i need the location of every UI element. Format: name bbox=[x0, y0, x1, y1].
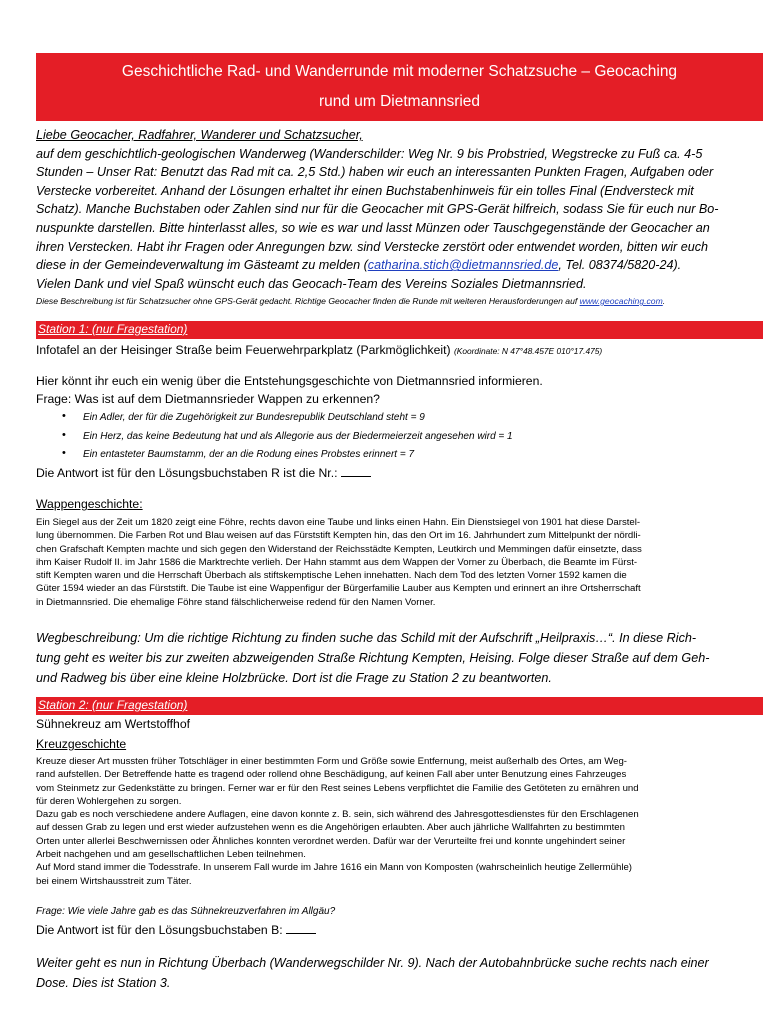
answer-blank[interactable] bbox=[286, 923, 316, 934]
history-line: stift Kempten waren und die Herrschaft Überbach als stiftskemptische Lehen innehatten. Nach dem Tod des letzten Vorner 1592 kamen die bbox=[36, 570, 627, 582]
directions-line: Weiter geht es nun in Richtung Überbach (Wanderwegschilder Nr. 9). Nach der Autobahnbrücke suche rechts nach einer bbox=[36, 956, 709, 970]
station-2-question: Frage: Wie viele Jahre gab es das Sühnekreuzverfahren im Allgäu? bbox=[36, 906, 336, 917]
kreuz-history-text bbox=[36, 755, 763, 888]
history-line: Dazu gab es noch verschiedene andere Auflagen, eine davon konnte z. B. sein, sich während des Jahresgottesdienstes für den Erschlagenen bbox=[36, 809, 639, 821]
station-1-header bbox=[36, 321, 763, 339]
history-line: Orten unter allerlei Beschwernissen oder Ähnliches konnten verordnet werden. Dafür war der Verurteilte frei und konnte ungehindert seiner bbox=[36, 835, 626, 847]
history-line: für deren Wohlergehen zu sorgen. bbox=[36, 795, 182, 807]
closing-line: Vielen Dank und viel Spaß wünscht euch das Geocach-Team des Vereins Soziales Dietmannsried. bbox=[36, 276, 587, 291]
kreuz-history-title: Kreuzgeschichte bbox=[36, 737, 127, 751]
directions-line: tung geht es weiter bis zur zweiten abzweigenden Straße Richtung Kempten, Heising. Folge dieser Straße auf dem Geh- bbox=[36, 651, 710, 665]
station-1-answer-text: Die Antwort ist für den Lösungsbuchstaben R ist die Nr.: bbox=[36, 466, 341, 480]
history-line: Kreuze dieser Art mussten früher Totschläger in einer bestimmten Form und Größe sowie Entfernung, meist außerhalb des Ortes, am Weg- bbox=[36, 756, 627, 767]
intro-line: auf dem geschichtlich-geologischen Wanderweg (Wanderschilder: Weg Nr. 9 bis Probstried, Wegstrecke zu Fuß ca. 4-5 bbox=[36, 146, 703, 161]
station-1-coordinates: (Koordinate: N 47°48.457E 010°17.475) bbox=[453, 346, 603, 356]
intro-line: Stunden – Unser Rat: Benutzt das Rad mit ca. 2,5 Std.) haben wir euch an interessanten Punkten Fragen, Aufgaben oder bbox=[36, 165, 714, 180]
station-2-header bbox=[36, 697, 763, 715]
station-2-answer-text: Die Antwort ist für den Lösungsbuchstaben B: bbox=[36, 923, 286, 937]
directions-line: und Radweg bis über eine kleine Holzbrücke. Dort ist die Frage zu Station 2 zu beantworten. bbox=[36, 671, 552, 685]
gps-note-end: . bbox=[662, 296, 666, 306]
station-1-location bbox=[36, 343, 602, 357]
intro-line: Verstecke vorbereitet. Anhand der Lösungen erhaltet ihr einen Buchstabenhinweis für ein tolles Final (Endversteck mit bbox=[36, 183, 694, 198]
history-line: lung übernommen. Die Farben Rot und Blau weisen auf das Fürststift Kempten hin, das den Ort im 16. Jahrhundert zum Mittelpunkt der nördli- bbox=[36, 530, 641, 542]
station-1-answer bbox=[36, 466, 371, 480]
contact-phone: , Tel. 08374/5820-24). bbox=[558, 258, 682, 273]
intro-contact-line bbox=[36, 256, 681, 275]
gps-note bbox=[36, 296, 665, 306]
answer-option: Ein Adler, der für die Zugehörigkeit zur Bundesrepublik Deutschland steht = 9 bbox=[83, 412, 425, 423]
station-1-location-text: Infotafel an der Heisinger Straße beim Feuerwehrparkplatz (Parkmöglichkeit) bbox=[36, 343, 454, 357]
bullet-icon: • bbox=[62, 410, 66, 422]
title-banner bbox=[36, 53, 763, 121]
history-line: Arbeit nachgehen und am gesellschaftlichen Leben teilnehmen. bbox=[36, 849, 306, 861]
history-line: in Dietmannsried. Die ehemalige Föhre stand fälschlicherweise redend für den Namen Vorner. bbox=[36, 596, 436, 608]
title-line-1: Geschichtliche Rad- und Wanderrunde mit moderner Schatzsuche – Geocaching bbox=[121, 63, 678, 80]
history-line: vom Steinmetz zur Gedenkstätte zu bringen. Ferner war er für den Rest seines Lebens verpflichtet die Familie des Getöteten zu ernähren und bbox=[36, 782, 639, 794]
history-line: Ein Siegel aus der Zeit um 1820 zeigt eine Föhre, rechts davon eine Taube und links einen Hahn. Ein Dienstsiegel von 1901 hat diese Darstel- bbox=[36, 517, 641, 528]
directions-line: Dose. Dies ist Station 3. bbox=[36, 976, 171, 990]
station-1-info: Hier könnt ihr euch ein wenig über die Entstehungsgeschichte von Dietmannsried informieren. bbox=[36, 374, 543, 388]
title-line-2: rund um Dietmannsried bbox=[318, 93, 481, 110]
answer-option: Ein Herz, das keine Bedeutung hat und als Allegorie aus der Biedermeierzeit angesehen wird = 1 bbox=[83, 431, 513, 442]
answer-blank[interactable] bbox=[341, 466, 371, 477]
email-link[interactable]: catharina.stich@dietmannsried.de bbox=[367, 258, 559, 273]
bullet-icon: • bbox=[62, 447, 66, 459]
intro-line: ihren Verstecken. Habt ihr Fragen oder Anregungen bzw. sind Verstecke zerstört oder entwendet worden, bitten wir euch bbox=[36, 239, 709, 254]
station-2-title: Station 2: (nur Fragestation) bbox=[38, 698, 188, 712]
station-2-answer bbox=[36, 923, 316, 937]
gps-note-text: Diese Beschreibung ist für Schatzsucher ohne GPS-Gerät gedacht. Richtige Geocacher finden die Runde mit weiteren Herausforderungen auf bbox=[36, 296, 580, 306]
station-1-title: Station 1: (nur Fragestation) bbox=[38, 322, 188, 336]
contact-text: diese in der Gemeindeverwaltung im Gästeamt zu melden ( bbox=[36, 258, 368, 273]
intro-line: nuspunkte darstellen. Bitte hinterlasst alles, so wie es war und lasst Münzen oder Tauschgegenstände der Geocacher an bbox=[36, 221, 710, 235]
directions-line: Wegbeschreibung: Um die richtige Richtung zu finden suche das Schild mit der Aufschrift „Heilpraxis…“. In diese Rich- bbox=[36, 631, 697, 645]
station-2-location: Sühnekreuz am Wertstoffhof bbox=[36, 717, 191, 731]
history-line: Auf Mord stand immer die Todesstrafe. In unserem Fall wurde im Jahre 1616 ein Mann von Komposten (wahrscheinlich heutige Zellermühle) bbox=[36, 862, 632, 874]
answer-option: Ein entasteter Baumstamm, der an die Rodung eines Probstes erinnert = 7 bbox=[83, 449, 415, 460]
greeting: Liebe Geocacher, Radfahrer, Wanderer und Schatzsucher, bbox=[36, 128, 363, 142]
wappen-history-text bbox=[36, 516, 763, 609]
intro-line: Schatz). Manche Buchstaben oder Zahlen sind nur für die Geocacher mit GPS-Gerät hilfreich, sodass Sie für euch nur Bo- bbox=[36, 202, 719, 217]
history-line: ihm Kaiser Rudolf II. im Jahr 1586 die Marktrechte verlieh. Der Hahn stammt aus dem Wappen der Vorner zu Überbach, die Beamte im Fürst- bbox=[36, 556, 638, 568]
history-line: Güter 1594 wieder an das Fürststift. Die Taube ist eine Wappenfigur der Bürgerfamilie Lauber aus Kempten und erinnert an ihre Ortsherrschaft bbox=[36, 583, 641, 595]
history-line: bei einem Wirtshausstreit zum Täter. bbox=[36, 875, 192, 887]
wappen-history-title: Wappengeschichte: bbox=[36, 497, 143, 511]
bullet-icon: • bbox=[62, 429, 66, 441]
history-line: auf dessen Grab zu legen und erst wieder aufzustehen wenn es die Angehörigen erlaubten. Aber auch jährliche Wallfahrten zu bestimmten bbox=[36, 822, 625, 834]
history-line: chen Grafschaft Kempten machte und sich gegen den Widerstand der Reichsstädte Kempten, Leutkirch und Memmingen dafür einsetzte, dass bbox=[36, 543, 642, 555]
history-line: rand aufstellen. Der Betreffende hatte es tragend oder rollend ohne Beschädigung, auf keinen Fall aber unter Benutzung eines Fahrzeuges bbox=[36, 769, 627, 781]
geocaching-link[interactable]: www.geocaching.com bbox=[579, 296, 663, 306]
station-1-question: Frage: Was ist auf dem Dietmannsrieder Wappen zu erkennen? bbox=[36, 392, 380, 406]
